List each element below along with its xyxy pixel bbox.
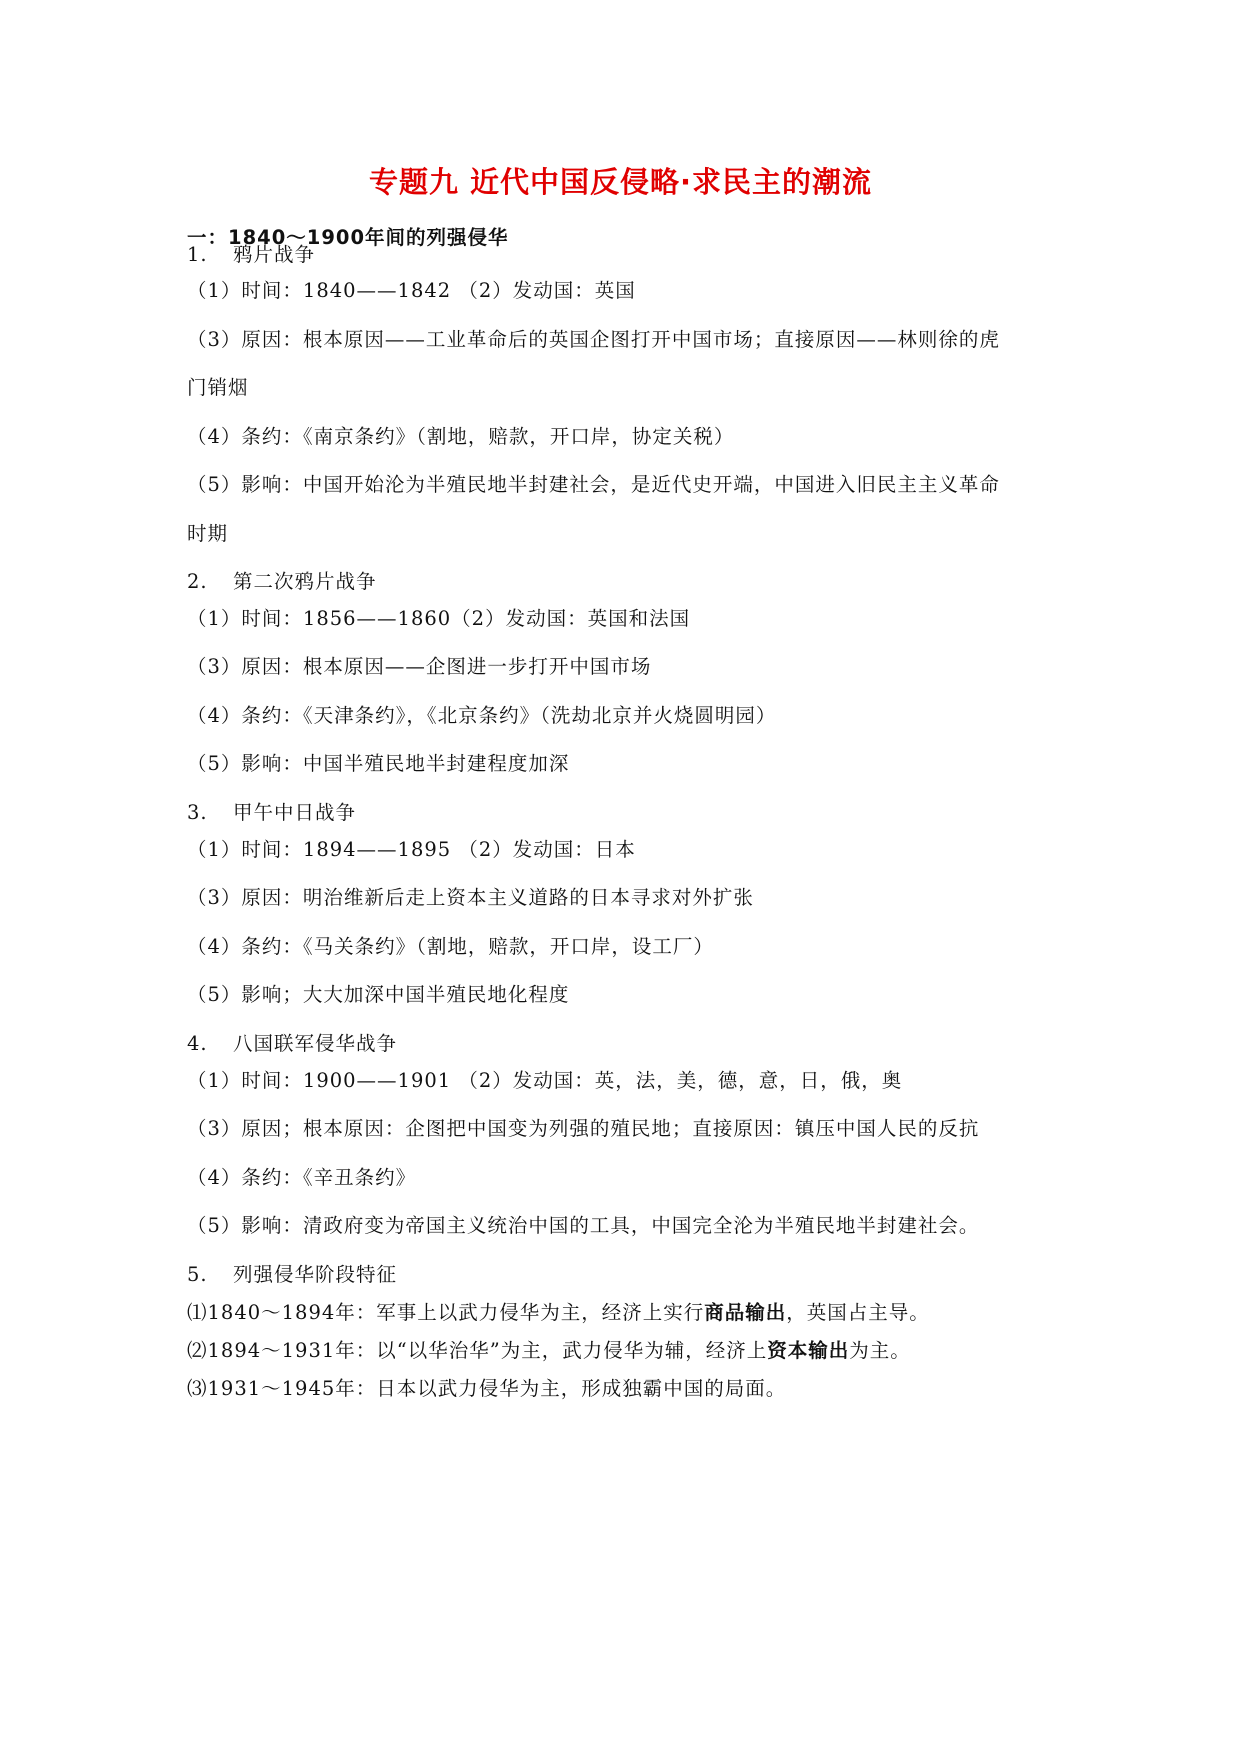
item-title: 第二次鸦片战争: [233, 570, 377, 593]
item-title: 列强侵华阶段特征: [233, 1263, 398, 1286]
item-number: 1.: [187, 243, 208, 266]
bold-term: 商品输出: [704, 1301, 787, 1324]
text-line: （3）原因：根本原因——工业革命后的英国企图打开中国市场；直接原因——林则徐的虎: [187, 328, 1000, 351]
heading-sino-japanese-war: [187, 800, 356, 826]
text-line: 门销烟: [187, 376, 249, 399]
text-line: （3）原因；根本原因：企图把中国变为列强的殖民地；直接原因：镇压中国人民的反抗: [187, 1117, 980, 1140]
item-title: 鸦片战争: [233, 243, 316, 266]
text-span: 为主。: [849, 1339, 911, 1362]
page-title: 专题九 近代中国反侵略·求民主的潮流: [368, 165, 873, 199]
heading-invasion-stages: [187, 1262, 397, 1288]
text-line: （5）影响；大大加深中国半殖民地化程度: [187, 983, 570, 1006]
text-line: （3）原因：根本原因——企图进一步打开中国市场: [187, 655, 652, 678]
text-line: （5）影响：中国开始沦为半殖民地半封建社会，是近代史开端，中国进入旧民主主义革命: [187, 473, 1000, 496]
text-line: 时期: [187, 522, 229, 545]
stage-line-1: [187, 1300, 930, 1326]
item-title: 八国联军侵华战争: [233, 1032, 398, 1055]
text-line: （1）时间：1840——1842 （2）发动国：英国: [187, 279, 636, 302]
item-number: 2.: [187, 570, 208, 593]
text-span: ⑴1840～1894年：军事上以武力侵华为主，经济上实行: [187, 1301, 705, 1324]
text-line: （1）时间：1894——1895 （2）发动国：日本: [187, 838, 636, 861]
text-line: （5）影响：中国半殖民地半封建程度加深: [187, 752, 570, 775]
stage-line-3: ⑶1931～1945年：日本以武力侵华为主，形成独霸中国的局面。: [187, 1377, 787, 1400]
item-number: 3.: [187, 801, 208, 824]
text-line: （4）条约：《南京条约》（割地，赔款，开口岸，协定关税）: [187, 425, 735, 448]
item-number: 4.: [187, 1032, 208, 1055]
heading-opium-war: [187, 242, 315, 268]
stage-line-2: [187, 1338, 911, 1364]
text-line: （5）影响：清政府变为帝国主义统治中国的工具，中国完全沦为半殖民地半封建社会。: [187, 1214, 980, 1237]
heading-second-opium-war: [187, 569, 377, 595]
text-span: ，英国占主导。: [786, 1301, 930, 1324]
item-number: 5.: [187, 1263, 208, 1286]
bold-term: 资本输出: [767, 1339, 850, 1362]
item-title: 甲午中日战争: [233, 801, 357, 824]
text-span: ⑵1894～1931年：以“以华治华”为主，武力侵华为辅，经济上: [187, 1339, 768, 1362]
text-line: （1）时间：1856——1860（2）发动国：英国和法国: [187, 607, 691, 630]
text-line: （4）条约：《天津条约》，《北京条约》（洗劫北京并火烧圆明园）: [187, 704, 777, 727]
heading-eight-nation-alliance: [187, 1031, 397, 1057]
text-line: （4）条约：《马关条约》（割地，赔款，开口岸，设工厂）: [187, 935, 714, 958]
text-line: （1）时间：1900——1901 （2）发动国：英，法，美，德，意，日，俄，奥: [187, 1069, 903, 1092]
text-line: （3）原因：明治维新后走上资本主义道路的日本寻求对外扩张: [187, 886, 754, 909]
text-line: （4）条约：《辛丑条约》: [187, 1166, 417, 1189]
section-heading: 一：1840～1900年间的列强侵华: [187, 226, 509, 249]
